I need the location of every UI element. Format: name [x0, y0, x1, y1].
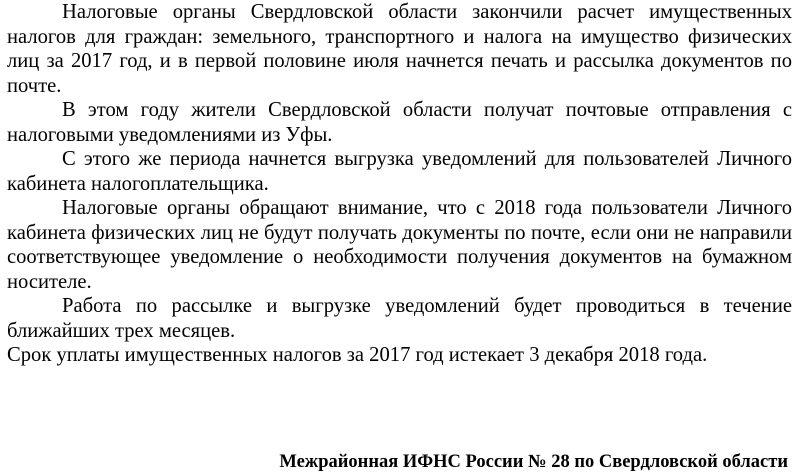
paragraph-paper-notice: Налоговые органы обращают внимание, что с 2018 года пользователи Личного кабинета физических лиц не будут получать документы по почте, если они не направили соответствующее уведомление о необходимости получения документов на бумажном носителе.	[7, 197, 792, 293]
paragraph-mailing-period: Работа по рассылке и выгрузке уведомлений будет проводиться в течение ближайших трех месяцев.	[7, 295, 792, 342]
paragraph-personal-account-upload: С этого же периода начнется выгрузка уведомлений для пользователей Личного кабинета налогоплательщика.	[7, 148, 792, 195]
paragraph-mail-from-ufa: В этом году жители Свердловской области получат почтовые отправления с налоговыми уведомлениями из Уфы.	[7, 99, 792, 146]
paragraph-payment-deadline: Срок уплаты имущественных налогов за 2017 год истекает 3 декабря 2018 года.	[7, 344, 708, 366]
paragraph-tax-calculation: Налоговые органы Свердловской области закончили расчет имущественных налогов для граждан: земельного, транспортного и налога на имущество физических лиц за 2017 год, и в первой половине июля начнется печать и рассылка документов по почте.	[7, 1, 792, 97]
document-body	[7, 0, 792, 368]
signature-tax-office: Межрайонная ИФНС России № 28 по Свердловской области	[279, 452, 788, 472]
